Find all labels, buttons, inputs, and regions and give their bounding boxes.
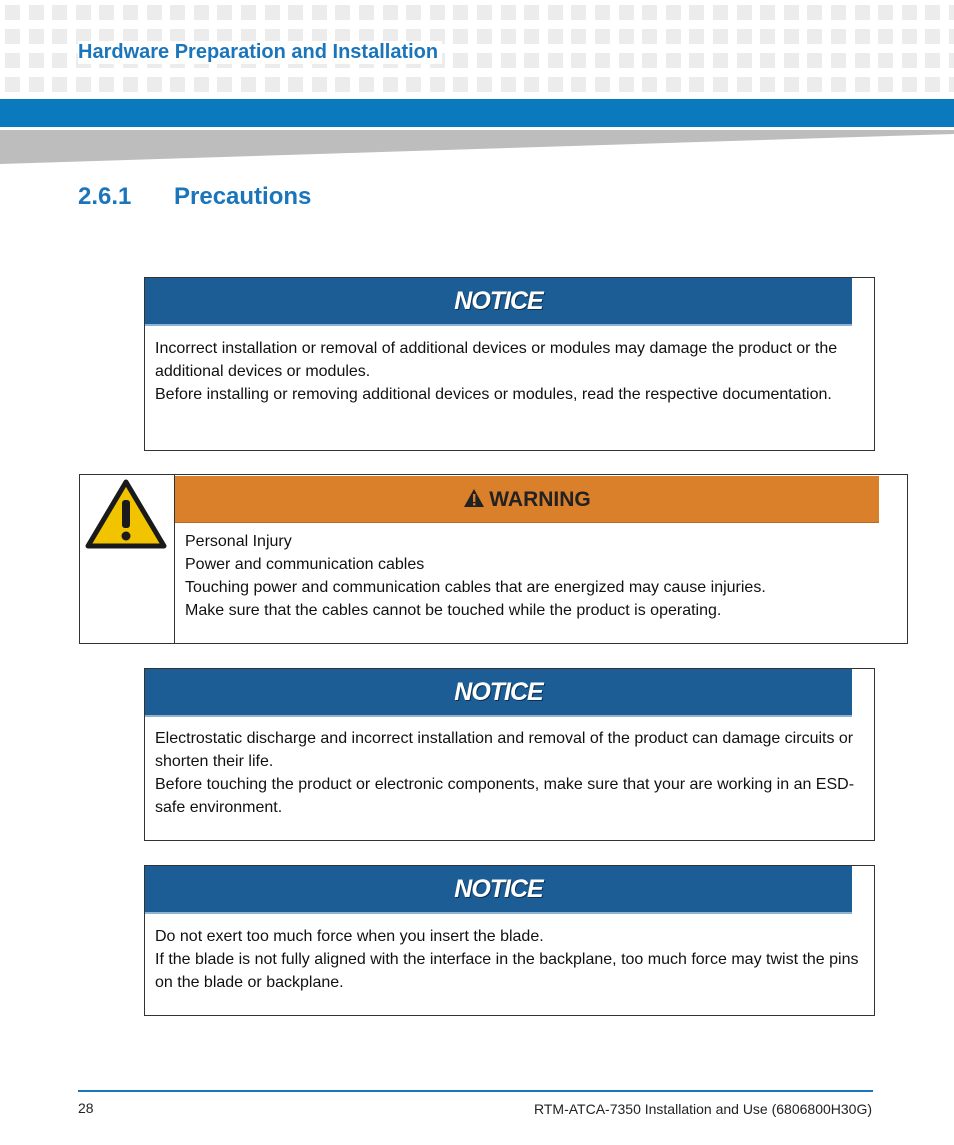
pattern-square bbox=[29, 77, 44, 92]
pattern-square bbox=[902, 5, 917, 20]
notice-label: NOTICE bbox=[454, 875, 543, 903]
notice-paragraph: Electrostatic discharge and incorrect installation and removal of the product can damage circuits or shorten their life. bbox=[155, 730, 854, 770]
pattern-square bbox=[713, 77, 728, 92]
pattern-square bbox=[666, 77, 681, 92]
section-number: 2.6.1 bbox=[78, 183, 132, 210]
pattern-square bbox=[855, 29, 870, 44]
pattern-square bbox=[477, 53, 492, 68]
pattern-square bbox=[571, 5, 586, 20]
pattern-square bbox=[878, 5, 893, 20]
pattern-square bbox=[878, 29, 893, 44]
pattern-square bbox=[477, 77, 492, 92]
pattern-square bbox=[949, 5, 954, 20]
pattern-square bbox=[501, 5, 516, 20]
pattern-square bbox=[29, 5, 44, 20]
pattern-square bbox=[548, 53, 563, 68]
pattern-square bbox=[760, 53, 775, 68]
pattern-square bbox=[807, 77, 822, 92]
pattern-square bbox=[737, 5, 752, 20]
pattern-square bbox=[666, 29, 681, 44]
pattern-square bbox=[241, 5, 256, 20]
pattern-square bbox=[784, 77, 799, 92]
pattern-square bbox=[170, 77, 185, 92]
pattern-square bbox=[29, 53, 44, 68]
pattern-square bbox=[642, 77, 657, 92]
pattern-square bbox=[501, 77, 516, 92]
notice-text bbox=[155, 337, 865, 406]
warning-text bbox=[185, 530, 885, 622]
pattern-square bbox=[265, 5, 280, 20]
pattern-square bbox=[689, 77, 704, 92]
pattern-square bbox=[689, 29, 704, 44]
warning-line: Make sure that the cables cannot be touched while the product is operating. bbox=[185, 602, 722, 619]
pattern-square bbox=[453, 5, 468, 20]
pattern-square bbox=[831, 77, 846, 92]
notice-box bbox=[144, 277, 875, 451]
pattern-square bbox=[784, 29, 799, 44]
pattern-square bbox=[855, 77, 870, 92]
chapter-title: Hardware Preparation and Installation bbox=[78, 41, 442, 64]
pattern-square bbox=[807, 5, 822, 20]
pattern-square bbox=[760, 77, 775, 92]
pattern-square bbox=[524, 5, 539, 20]
pattern-square bbox=[430, 5, 445, 20]
pattern-square bbox=[949, 29, 954, 44]
pattern-square bbox=[642, 29, 657, 44]
pattern-square bbox=[99, 5, 114, 20]
notice-paragraph: Before touching the product or electronic components, make sure that your are working in an ESD-safe environment. bbox=[155, 776, 855, 816]
pattern-square bbox=[5, 53, 20, 68]
pattern-square bbox=[713, 5, 728, 20]
warning-line: Touching power and communication cables that are energized may cause injuries. bbox=[185, 579, 766, 596]
pattern-square bbox=[595, 77, 610, 92]
pattern-square bbox=[123, 5, 138, 20]
notice-paragraph: Do not exert too much force when you insert the blade. bbox=[155, 928, 544, 945]
pattern-square bbox=[595, 53, 610, 68]
pattern-square bbox=[831, 5, 846, 20]
pattern-square bbox=[312, 5, 327, 20]
pattern-square bbox=[807, 29, 822, 44]
pattern-square bbox=[52, 5, 67, 20]
pattern-square bbox=[878, 53, 893, 68]
pattern-square bbox=[501, 29, 516, 44]
pattern-square bbox=[288, 5, 303, 20]
pattern-square bbox=[831, 53, 846, 68]
pattern-square bbox=[359, 5, 374, 20]
pattern-square bbox=[619, 53, 634, 68]
pattern-square bbox=[878, 77, 893, 92]
footer-rule bbox=[78, 1090, 873, 1092]
notice-box bbox=[144, 865, 875, 1016]
pattern-square bbox=[359, 77, 374, 92]
pattern-square bbox=[52, 77, 67, 92]
pattern-square bbox=[194, 5, 209, 20]
section-heading bbox=[78, 183, 311, 211]
header-wedge bbox=[0, 130, 954, 166]
pattern-square bbox=[713, 29, 728, 44]
pattern-square bbox=[571, 77, 586, 92]
pattern-square bbox=[784, 5, 799, 20]
pattern-square bbox=[217, 5, 232, 20]
pattern-square bbox=[548, 29, 563, 44]
notice-header bbox=[145, 866, 852, 914]
pattern-square bbox=[217, 77, 232, 92]
warning-box bbox=[79, 474, 908, 644]
pattern-square bbox=[713, 53, 728, 68]
pattern-square bbox=[619, 29, 634, 44]
pattern-square bbox=[194, 77, 209, 92]
pattern-square bbox=[595, 29, 610, 44]
pattern-square bbox=[689, 5, 704, 20]
pattern-square bbox=[902, 77, 917, 92]
pattern-square bbox=[831, 29, 846, 44]
pattern-square bbox=[548, 77, 563, 92]
pattern-square bbox=[453, 53, 468, 68]
pattern-square bbox=[99, 77, 114, 92]
pattern-square bbox=[855, 5, 870, 20]
warning-header bbox=[175, 476, 879, 523]
pattern-square bbox=[737, 53, 752, 68]
pattern-square bbox=[737, 77, 752, 92]
pattern-square bbox=[666, 5, 681, 20]
pattern-square bbox=[265, 77, 280, 92]
pattern-square bbox=[453, 29, 468, 44]
pattern-square bbox=[123, 77, 138, 92]
warning-label: WARNING bbox=[489, 488, 591, 511]
pattern-square bbox=[453, 77, 468, 92]
pattern-square bbox=[312, 77, 327, 92]
pattern-square bbox=[147, 77, 162, 92]
pattern-square bbox=[524, 77, 539, 92]
warning-small-icon bbox=[463, 488, 485, 508]
document-reference: RTM-ATCA-7350 Installation and Use (6806800H30G) bbox=[534, 1101, 872, 1117]
pattern-square bbox=[784, 53, 799, 68]
notice-header bbox=[145, 669, 852, 717]
pattern-square bbox=[619, 5, 634, 20]
pattern-square bbox=[760, 29, 775, 44]
notice-label: NOTICE bbox=[454, 678, 543, 706]
warning-line: Personal Injury bbox=[185, 533, 292, 550]
notice-paragraph: Incorrect installation or removal of additional devices or modules may damage the product or the additional devices or modules. bbox=[155, 340, 838, 380]
pattern-square bbox=[571, 29, 586, 44]
pattern-square bbox=[241, 77, 256, 92]
pattern-square bbox=[147, 5, 162, 20]
pattern-square bbox=[335, 5, 350, 20]
pattern-square bbox=[737, 29, 752, 44]
pattern-square bbox=[925, 29, 940, 44]
pattern-square bbox=[430, 77, 445, 92]
notice-header bbox=[145, 278, 852, 326]
pattern-square bbox=[807, 53, 822, 68]
pattern-square bbox=[666, 53, 681, 68]
pattern-square bbox=[5, 29, 20, 44]
section-title: Precautions bbox=[174, 183, 312, 210]
warning-triangle-icon bbox=[84, 478, 168, 550]
pattern-square bbox=[902, 29, 917, 44]
pattern-square bbox=[406, 77, 421, 92]
warning-header-content bbox=[463, 488, 591, 512]
pattern-square bbox=[170, 5, 185, 20]
notice-text bbox=[155, 727, 865, 819]
pattern-square bbox=[406, 5, 421, 20]
pattern-square bbox=[524, 53, 539, 68]
pattern-square bbox=[760, 5, 775, 20]
pattern-square bbox=[925, 53, 940, 68]
pattern-square bbox=[642, 53, 657, 68]
pattern-square bbox=[52, 29, 67, 44]
pattern-square bbox=[642, 5, 657, 20]
notice-paragraph: Before installing or removing additional devices or modules, read the respective documentation. bbox=[155, 386, 832, 403]
pattern-square bbox=[548, 5, 563, 20]
notice-paragraph: If the blade is not fully aligned with the interface in the backplane, too much force may twist the pins on the blade or backplane. bbox=[155, 951, 859, 991]
pattern-square bbox=[595, 5, 610, 20]
pattern-square bbox=[5, 5, 20, 20]
pattern-square bbox=[52, 53, 67, 68]
pattern-square bbox=[501, 53, 516, 68]
notice-text bbox=[155, 925, 867, 994]
pattern-square bbox=[335, 77, 350, 92]
warning-line: Power and communication cables bbox=[185, 556, 425, 573]
pattern-square bbox=[925, 77, 940, 92]
pattern-square bbox=[925, 5, 940, 20]
pattern-square bbox=[383, 5, 398, 20]
pattern-square bbox=[76, 77, 91, 92]
pattern-square bbox=[477, 5, 492, 20]
pattern-square bbox=[949, 77, 954, 92]
pattern-square bbox=[477, 29, 492, 44]
pattern-square bbox=[689, 53, 704, 68]
header-band bbox=[0, 99, 954, 127]
pattern-square bbox=[524, 29, 539, 44]
pattern-square bbox=[76, 5, 91, 20]
pattern-square bbox=[855, 53, 870, 68]
pattern-square bbox=[571, 53, 586, 68]
notice-label: NOTICE bbox=[454, 287, 543, 315]
notice-box bbox=[144, 668, 875, 841]
page-number: 28 bbox=[78, 1100, 94, 1116]
pattern-square bbox=[383, 77, 398, 92]
pattern-square bbox=[29, 29, 44, 44]
pattern-square bbox=[902, 53, 917, 68]
pattern-square bbox=[5, 77, 20, 92]
pattern-square bbox=[619, 77, 634, 92]
pattern-square bbox=[288, 77, 303, 92]
pattern-square bbox=[949, 53, 954, 68]
